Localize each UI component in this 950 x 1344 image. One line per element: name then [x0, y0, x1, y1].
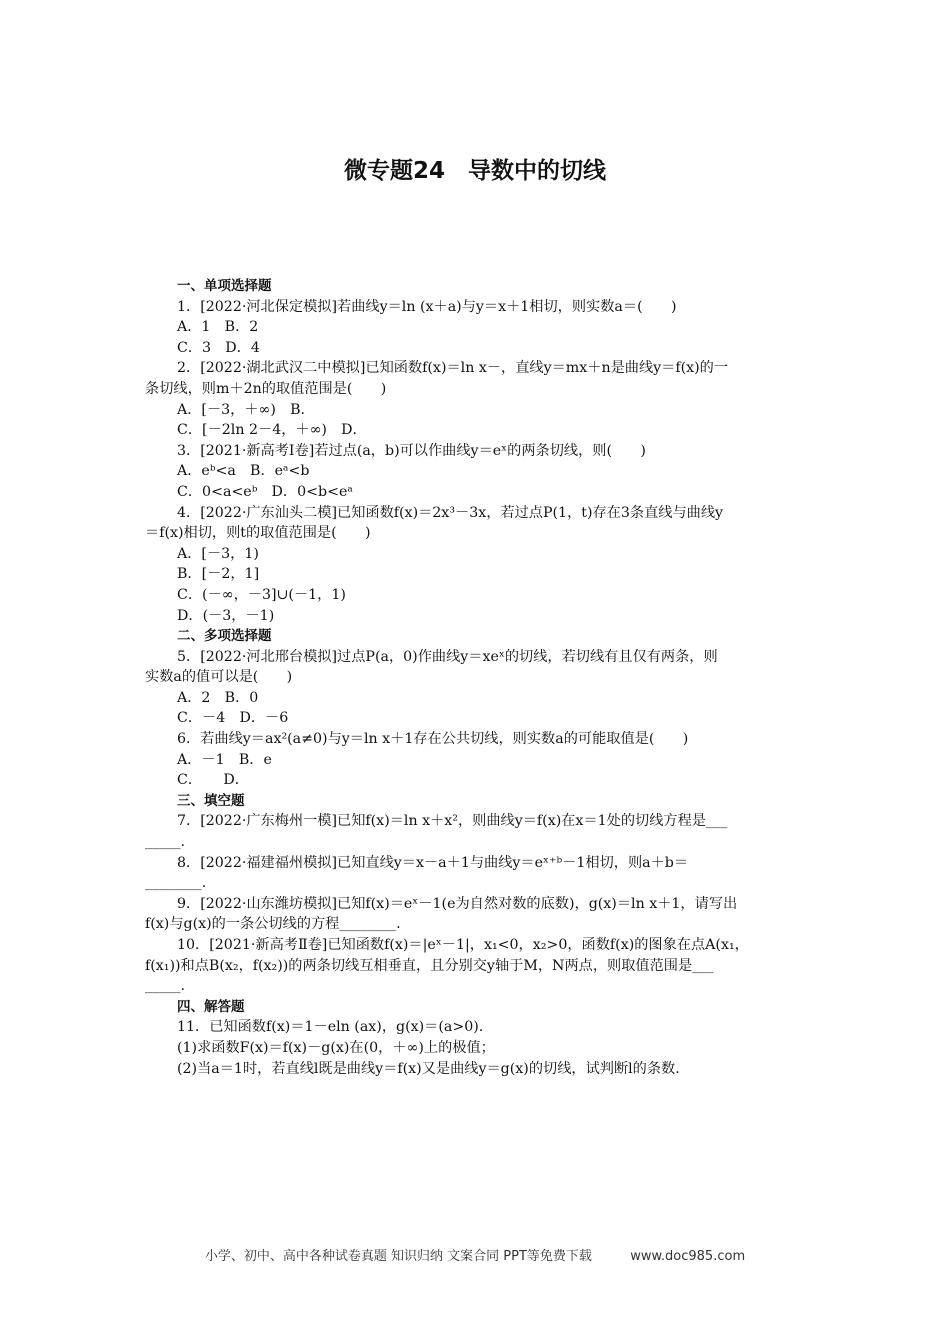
text-line: 3．[2021·新高考Ⅰ卷]若过点(a，b)可以作曲线y＝eˣ的两条切线，则( ) — [177, 442, 646, 459]
text-line: f(x)与g(x)的一条公切线的方程________. — [145, 916, 401, 933]
text-line: ＝f(x)相切，则t的取值范围是( ) — [145, 525, 371, 542]
text-line: A．－1 B．e — [177, 751, 272, 768]
text-line: A．[－3，1) — [177, 545, 259, 562]
section-heading: 一、单项选择题 — [177, 278, 272, 294]
text-line: 2．[2022·湖北武汉二中模拟]已知函数f(x)＝ln x－，直线y＝mx＋n是曲线y＝f(x)的一 — [177, 360, 729, 377]
text-line: (1)求函数F(x)＝f(x)－g(x)在(0，＋∞)上的极值； — [177, 1039, 495, 1056]
text-line: (2)当a＝1时，若直线l既是曲线y＝f(x)又是曲线y＝g(x)的切线，试判断l的条数. — [177, 1060, 680, 1077]
text-line: 4．[2022·广东汕头二模]已知函数f(x)＝2x³－3x，若过点P(1，t)存在3条直线与曲线y — [177, 504, 724, 521]
text-line: C．0<a<eᵇ D．0<b<eᵃ — [177, 483, 353, 500]
text-line: C．3 D．4 — [177, 339, 260, 356]
text-line: ________. — [145, 875, 207, 892]
text-line: 9．[2022·山东潍坊模拟]已知f(x)＝eˣ－1(e为自然对数的底数)，g(x)＝ln x＋1，请写出 — [177, 895, 738, 912]
text-line: C．(－∞，－3]∪(－1，1) — [177, 586, 346, 603]
text-line: A．2 B．0 — [177, 689, 259, 706]
text-line: f(x₁))和点B(x₂，f(x₂))的两条切线互相垂直，且分别交y轴于M，N两点，则取值范围是___ — [145, 957, 714, 974]
text-line: 7．[2022·广东梅州一模]已知f(x)＝ln x＋x²，则曲线y＝f(x)在x＝1处的切线方程是___ — [177, 813, 728, 830]
text-line: _____. — [145, 978, 185, 995]
text-line: 8．[2022·福建福州模拟]已知直线y＝x－a＋1与曲线y＝eˣ⁺ᵇ－1相切，则a＋b＝ — [177, 854, 689, 871]
document-body — [145, 276, 807, 1079]
text-line: 6．若曲线y＝ax²(a≠0)与y＝ln x＋1存在公共切线，则实数a的可能取值是( ) — [177, 731, 689, 748]
text-line: 实数a的值可以是( ) — [145, 669, 293, 686]
text-line: 10．[2021·新高考Ⅱ卷]已知函数f(x)＝|eˣ－1|，x₁<0，x₂>0，函数f(x)的图象在点A(x₁， — [177, 937, 749, 953]
footer-url[interactable]: www.doc985.com — [630, 1249, 746, 1264]
page-title: 微专题24 导数中的切线 — [343, 158, 606, 184]
text-line: B．[－2，1] — [177, 566, 260, 583]
text-line: A．eᵇ<a B．eᵃ<b — [177, 463, 310, 480]
text-line: C．[－2ln 2－4，＋∞) D． — [177, 422, 367, 439]
text-line: 5．[2022·河北邢台模拟]过点P(a，0)作曲线y＝xeˣ的切线，若切线有且仅有两条，则 — [177, 648, 718, 665]
text-line: A．1 B．2 — [177, 319, 259, 336]
text-line: 条切线，则m＋2n的取值范围是( ) — [145, 380, 387, 397]
section-heading: 四、解答题 — [177, 998, 245, 1015]
text-line: D．(－3，－1) — [177, 607, 275, 624]
text-line: A．[－3，＋∞) B． — [177, 401, 315, 418]
footer-text: 小学、初中、高中各种试卷真题 知识归纳 文案合同 PPT等免费下载 — [204, 1249, 592, 1264]
page-footer — [0, 1245, 950, 1264]
text-line: 1．[2022·河北保定模拟]若曲线y＝ln (x＋a)与y＝x＋1相切，则实数a＝( ) — [177, 298, 677, 315]
text-line: C． D． — [177, 772, 249, 789]
section-heading: 二、多项选择题 — [177, 628, 272, 645]
text-line: 11．已知函数f(x)＝1－eln (ax)，g(x)＝(a>0). — [177, 1019, 484, 1036]
text-line: C．－4 D．－6 — [177, 710, 289, 727]
section-heading: 三、填空题 — [177, 792, 245, 809]
text-line: _____. — [145, 834, 185, 851]
